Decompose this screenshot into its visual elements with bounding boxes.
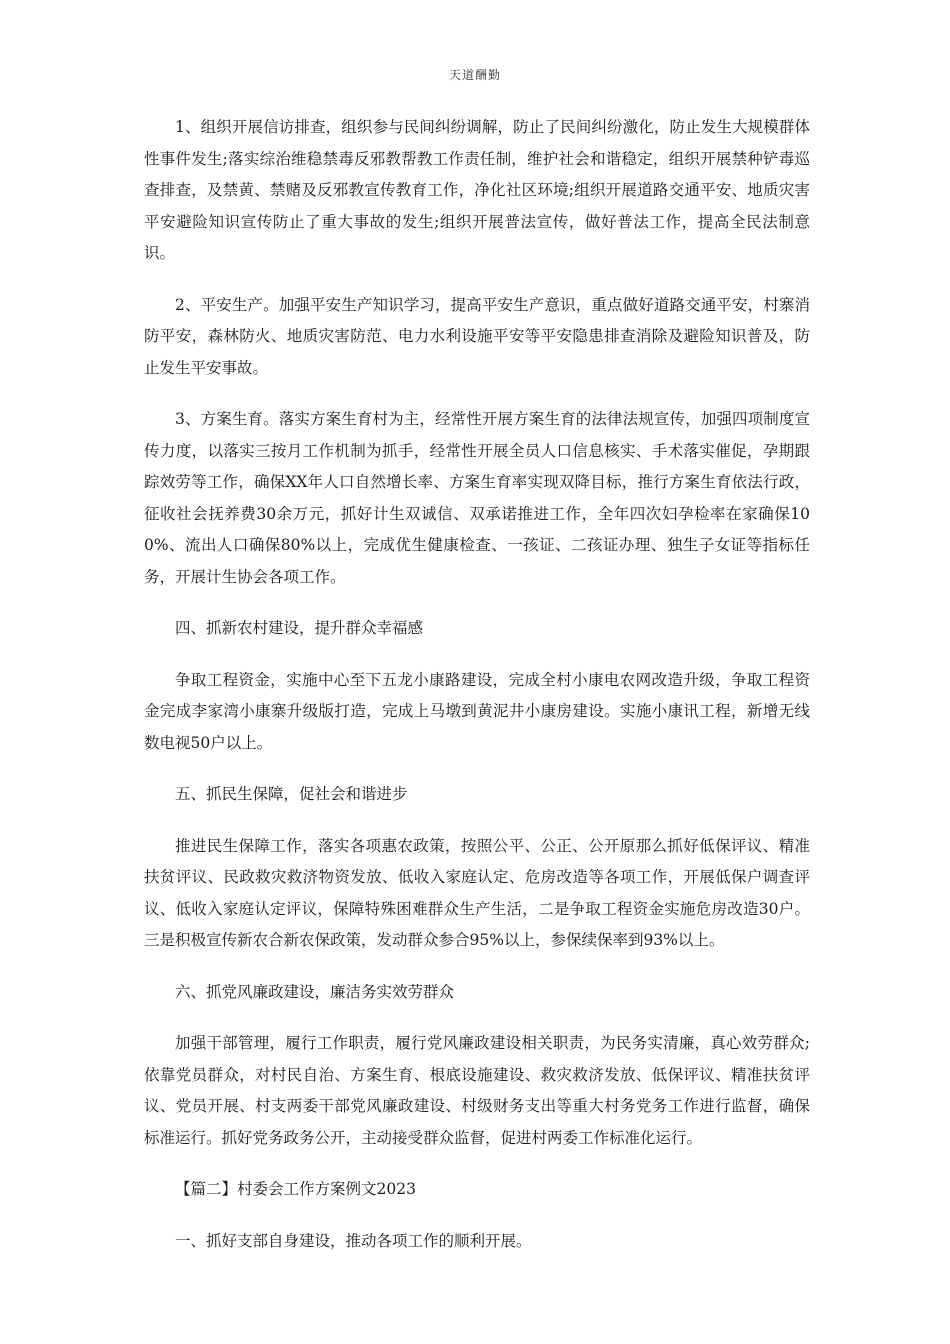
page-header: 天道酬勤 xyxy=(448,68,501,82)
section-heading-1: 一、抓好支部自身建设，推动各项工作的顺利开展。 xyxy=(175,1231,532,1250)
paragraph-section-4: 争取工程资金，实施中心至下五龙小康路建设，完成全村小康电农网改造升级，争取工程资金完成李家湾小康寨升级版打造，完成上马墩到黄泥井小康房建设。实施小康讯工程，新增无线数电视50户以上。 xyxy=(144,670,810,752)
paragraph-item-3: 3、方案生育。落实方案生育村为主，经常性开展方案生育的法律法规宣传，加强四项制度宣传力度，以落实三按月工作机制为抓手，经常性开展全员人口信息核实、手术落实催促，孕期跟踪效劳等工作，确保XX年人口自然增长率、方案生育率实现双降目标，推行方案生育依法行政，征收社会抚养费30余万元，抓好计生双诚信、双承诺推进工作，全年四次妇孕检率在家确保100%、流出人口确保80%以上，完成优生健康检查、一孩证、二孩证办理、独生子女证等指标任务，开展计生协会各项工作。 xyxy=(144,410,810,586)
paragraph-section-6: 加强干部管理，履行工作职责，履行党风廉政建设相关职责，为民务实清廉，真心效劳群众;依靠党员群众，对村民自治、方案生育、根底设施建设、救灾救济发放、低保评议、精准扶贫评议、党员开展、村支两委干部党风廉政建设、村级财务支出等重大村务党务工作进行监督，确保标准运行。抓好党务政务公开，主动接受群众监督，促进村两委工作标准化运行。 xyxy=(144,1034,810,1147)
section-heading-5: 五、抓民生保障，促社会和谐进步 xyxy=(175,785,408,803)
paragraph-item-1: 1、组织开展信访排查，组织参与民间纠纷调解，防止了民间纠纷激化，防止发生大规模群体性事件发生;落实综治维稳禁毒反邪教帮教工作责任制，维护社会和谐稳定，组织开展禁种铲毒巡查排查，及禁黄、禁赌及反邪教宣传教育工作，净化社区环境;组织开展道路交通平安、地质灾害平安避险知识宣传防止了重大事故的发生;组织开展普法宣传，做好普法工作，提高全民法制意识。 xyxy=(144,118,810,262)
paragraph-section-5: 推进民生保障工作，落实各项惠农政策，按照公平、公正、公开原那么抓好低保评议、精准扶贫评议、民政救灾救济物资发放、低收入家庭认定、危房改造等各项工作，开展低保户调查评议、低收入家庭认定评议，保障特殊困难群众生产生活，二是争取工程资金实施危房改造30户。三是积极宣传新农合新农保政策，发动群众参合95%以上，参保续保率到93%以上。 xyxy=(144,836,810,949)
document-body xyxy=(144,112,810,1277)
paragraph-item-2: 2、平安生产。加强平安生产知识学习，提高平安生产意识，重点做好道路交通平安，村寨消防平安，森林防火、地质灾害防范、电力水利设施平安等平安隐患排查消除及避险知识普及，防止发生平安事故。 xyxy=(144,295,810,377)
article-title-part2: 【篇二】村委会工作方案例文2023 xyxy=(175,1180,416,1198)
section-heading-6: 六、抓党风廉政建设，廉洁务实效劳群众 xyxy=(175,982,455,1001)
section-heading-4: 四、抓新农村建设，提升群众幸福感 xyxy=(175,619,424,637)
